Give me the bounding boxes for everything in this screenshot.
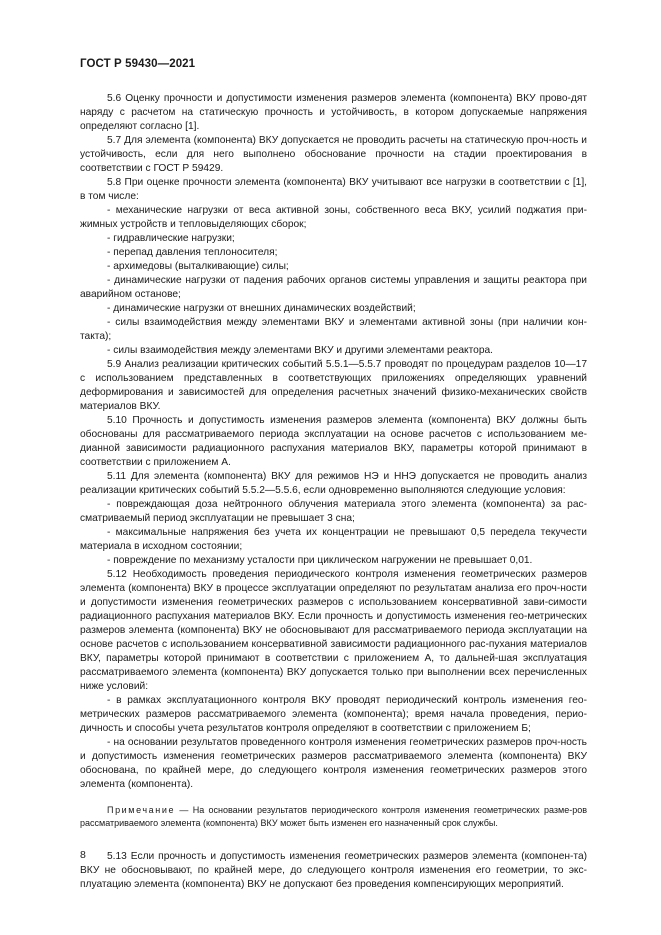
paragraph-5-7: 5.7 Для элемента (компонента) ВКУ допускается не проводить расчеты на статическую проч-ность и устойчивость, если для него выполнено обоснование прочности на стадии проектирования в соответствии с ГОСТ Р 59429. <box>80 135 587 174</box>
list-item: - силы взаимодействия между элементами ВКУ и элементами активной зоны (при наличии кон-такта); <box>80 317 587 342</box>
paragraph-5-11: 5.11 Для элемента (компонента) ВКУ для режимов НЭ и ННЭ допускается не проводить анализ реализации критических событий 5.5.2—5.5.6, если одновременно выполняются следующие условия: <box>80 471 587 496</box>
paragraph-5-10: 5.10 Прочность и допустимость изменения размеров элемента (компонента) ВКУ должны быть обоснованы для рассматриваемого периода эксплуатации на основе расчетов с использованием ме-дианной зависимости радиационного распухания материалов ВКУ, параметры которой принимают в соответствии с приложением А. <box>80 415 587 468</box>
list-item: - силы взаимодействия между элементами ВКУ и другими элементами реактора. <box>107 345 494 356</box>
page-number: 8 <box>80 849 86 861</box>
paragraph-5-9: 5.9 Анализ реализации критических событий 5.5.1—5.5.7 проводят по процедурам разделов 10—17 с использованием представленных в соответствующих приложениях определяющих уравнений деформирования и зависимостей для определения расчетных значений физико-механических свойств материалов ВКУ. <box>80 359 587 412</box>
paragraph-5-6: 5.6 Оценку прочности и допустимости изменения размеров элемента (компонента) ВКУ прово-дят наряду с расчетом на статическую прочность и устойчивость, в котором допускаемые напряжения определяют согласно [1]. <box>80 93 587 132</box>
list-item: - повреждение по механизму усталости при циклическом нагружении не превышает 0,01. <box>107 555 533 566</box>
list-item: - гидравлические нагрузки; <box>107 233 235 244</box>
paragraph-5-8: 5.8 При оценке прочности элемента (компонента) ВКУ учитывают все нагрузки в соответствии с [1], в том числе: <box>80 177 587 202</box>
list-item: - динамические нагрузки от падения рабочих органов системы управления и защиты реактора при аварийном останове; <box>80 275 587 300</box>
paragraph-5-13: 5.13 Если прочность и допустимость изменения геометрических размеров элемента (компонен-та) ВКУ не обосновывают, по крайней мере, до следующего контроля изменения его геометрии, то экс-плуатацию элемента (компонента) ВКУ не допускают без проведения компенсирующих мероприятий. <box>80 851 587 891</box>
document-header: ГОСТ Р 59430—2021 <box>80 58 196 70</box>
paragraph-5-12: 5.12 Необходимость проведения периодического контроля изменения геометрических размеров элемента (компонента) ВКУ в процессе эксплуатации определяют по результатам анализа его проч-ности и допустимости изменения геометрических размеров с использованием консервативной зави-симости радиационного распухания материалов ВКУ. Если прочность и допустимость изменения гео-метрических размеров элемента (компонента) ВКУ не обосновывают для рассматриваемого периода эксплуатации на основе расчетов с использованием консервативной зависимости радиационного рас-пухания материалов ВКУ, параметры которой принимают в соответствии с приложением А, то дальней-шая эксплуатация рассматриваемого элемента (компонента) ВКУ допускается только при выполнении всех перечисленных ниже условий: <box>80 569 587 692</box>
list-item: - в рамках эксплуатационного контроля ВКУ проводят периодический контроль изменения гео-метрических размеров рассматриваемого элемента (компонента); время начала проведения, перио-дичность и способы учета результатов контроля определяют в соответствии с приложением Б; <box>80 695 587 734</box>
list-item: - максимальные напряжения без учета их концентрации не превышают 0,5 передела текучести материала в исходном состоянии; <box>80 527 587 552</box>
list-item: - динамические нагрузки от внешних динамических воздействий; <box>107 303 416 314</box>
note <box>80 804 587 829</box>
list-item: - на основании результатов проведенного контроля изменения геометрических размеров проч-ность и допустимость изменения геометрических размеров рассматриваемого элемента (компонента) ВКУ обоснована, по крайней мере, до следующего контроля изменения геометрических размеров этого элемента (компонента). <box>80 737 587 790</box>
list-item: - перепад давления теплоносителя; <box>107 247 278 258</box>
list-item: - архимедовы (выталкивающие) силы; <box>107 261 289 272</box>
note-text: — На основании результатов периодического контроля изменения геометрических разме-ров рассматриваемого элемента (компонента) ВКУ может быть изменен его назначенный срок службы. <box>80 805 587 828</box>
note-label: Примечание <box>107 805 176 815</box>
list-item: - механические нагрузки от веса активной зоны, собственного веса ВКУ, усилий поджатия при-жимных устройств и тепловыделяющих сборок; <box>80 205 587 230</box>
list-item: - повреждающая доза нейтронного облучения материала этого элемента (компонента) за рас-сматриваемый период эксплуатации не превышает 3 сна; <box>80 499 587 524</box>
document-body <box>80 92 587 892</box>
